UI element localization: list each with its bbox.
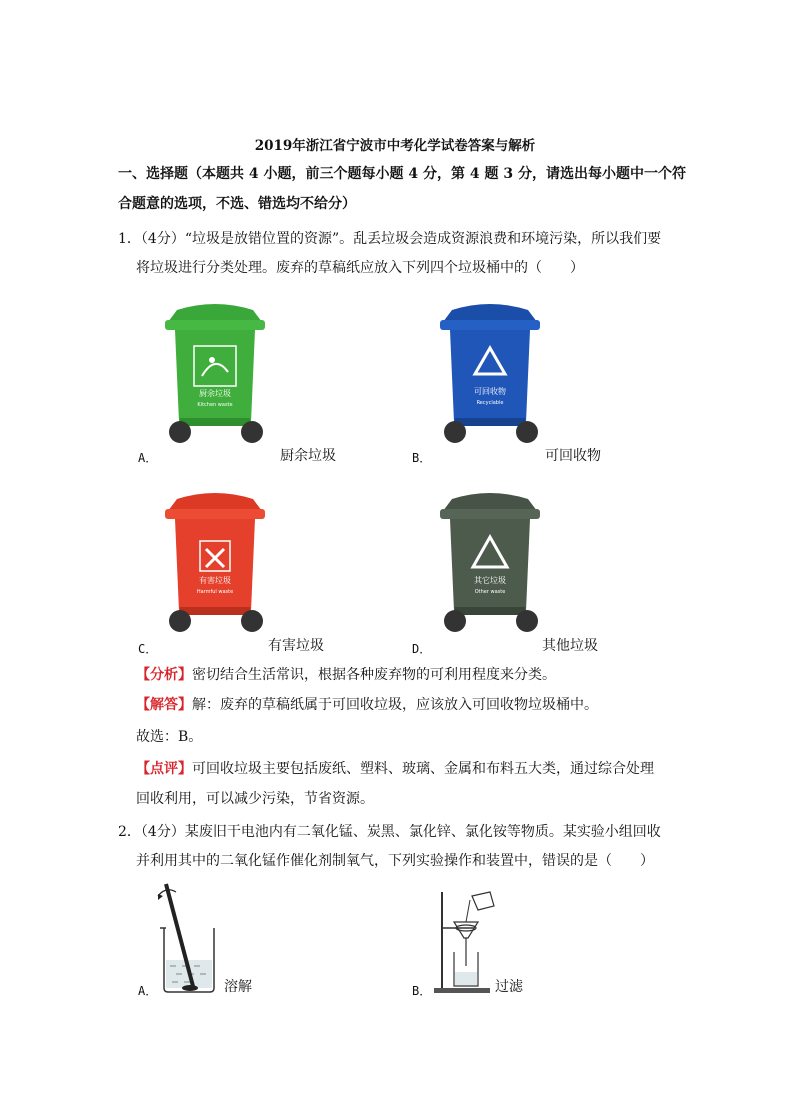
q2-option-b-label: 过滤 [495,979,523,995]
bin-image-kitchen [160,298,270,448]
q1-option-d-letter: D． [412,642,432,656]
q1-option-c-label: 有害垃圾 [268,638,324,654]
analysis-text: 密切结合生活常识，根据各种废弃物的可利用程度来分类。 [192,667,556,683]
q1-option-b-letter: B． [412,451,432,465]
bin-d-cn: 其它垃圾 [474,576,506,585]
q2-option-b-letter: B． [412,984,432,998]
bin-image-recyclable [435,298,545,448]
answer-tag: 【解答】 [136,697,192,713]
q1-option-c-letter: C． [138,642,158,656]
bin-c-cn: 有害垃圾 [199,576,231,585]
bin-d-en: Other waste [474,589,506,595]
q1-analysis [136,665,556,685]
section-heading-line2: 合题意的选项，不选、错选均不给分） [118,196,356,212]
page-title: 2019年浙江省宁波市中考化学试卷答案与解析 [254,138,536,154]
bin-image-other [435,487,545,637]
q2-stem-line2: 并利用其中的二氧化锰作催化剂制氧气，下列实验操作和装置中，错误的是（ ） [136,853,654,869]
bin-a-en: Kitchen waste [197,402,233,408]
q1-option-a-letter: A． [138,451,158,465]
q1-option-d-label: 其他垃圾 [542,638,598,654]
comment-tag: 【点评】 [136,761,192,777]
q1-option-a-label: 厨余垃圾 [280,448,336,464]
bin-a-cn: 厨余垃圾 [199,389,231,398]
dissolve-beaker-image [150,878,230,996]
q2-option-a-label: 溶解 [224,979,252,995]
q1-stem-line2: 将垃圾进行分类处理。废弃的草稿纸应放入下列四个垃圾桶中的（ ） [136,260,584,276]
q1-stem-line1: 1．（4分）“垃圾是放错位置的资源”。乱丢垃圾会造成资源浪费和环境污染，所以我们要 [118,231,662,247]
q2-stem-line1: 2．（4分）某废旧干电池内有二氧化锰、炭黑、氯化锌、氯化铵等物质。某实验小组回收 [118,824,661,840]
q1-answer [136,695,598,715]
q1-choice: 故选：B。 [136,729,203,745]
section-heading-line1: 一、选择题（本题共 4 小题，前三个题每小题 4 分，第 4 题 3 分，请选出每小题中一个符 [118,166,686,182]
q1-option-b-label: 可回收物 [545,448,601,464]
analysis-tag: 【分析】 [136,667,192,683]
q2-option-a-letter: A． [138,984,158,998]
bin-b-cn: 可回收物 [474,387,506,396]
answer-text: 解：废弃的草稿纸属于可回收垃圾，应该放入可回收物垃圾桶中。 [192,697,598,713]
q1-comment-line2: 回收利用，可以减少污染，节省资源。 [136,791,374,807]
bin-image-harmful [160,487,270,637]
comment-text-line1: 可回收垃圾主要包括废纸、塑料、玻璃、金属和布料五大类，通过综合处理 [192,761,654,777]
q1-comment [136,759,654,779]
filtration-setup-image [432,888,502,996]
bin-b-en: Recyclable [476,400,504,406]
bin-c-en: Harmful waste [196,589,234,595]
